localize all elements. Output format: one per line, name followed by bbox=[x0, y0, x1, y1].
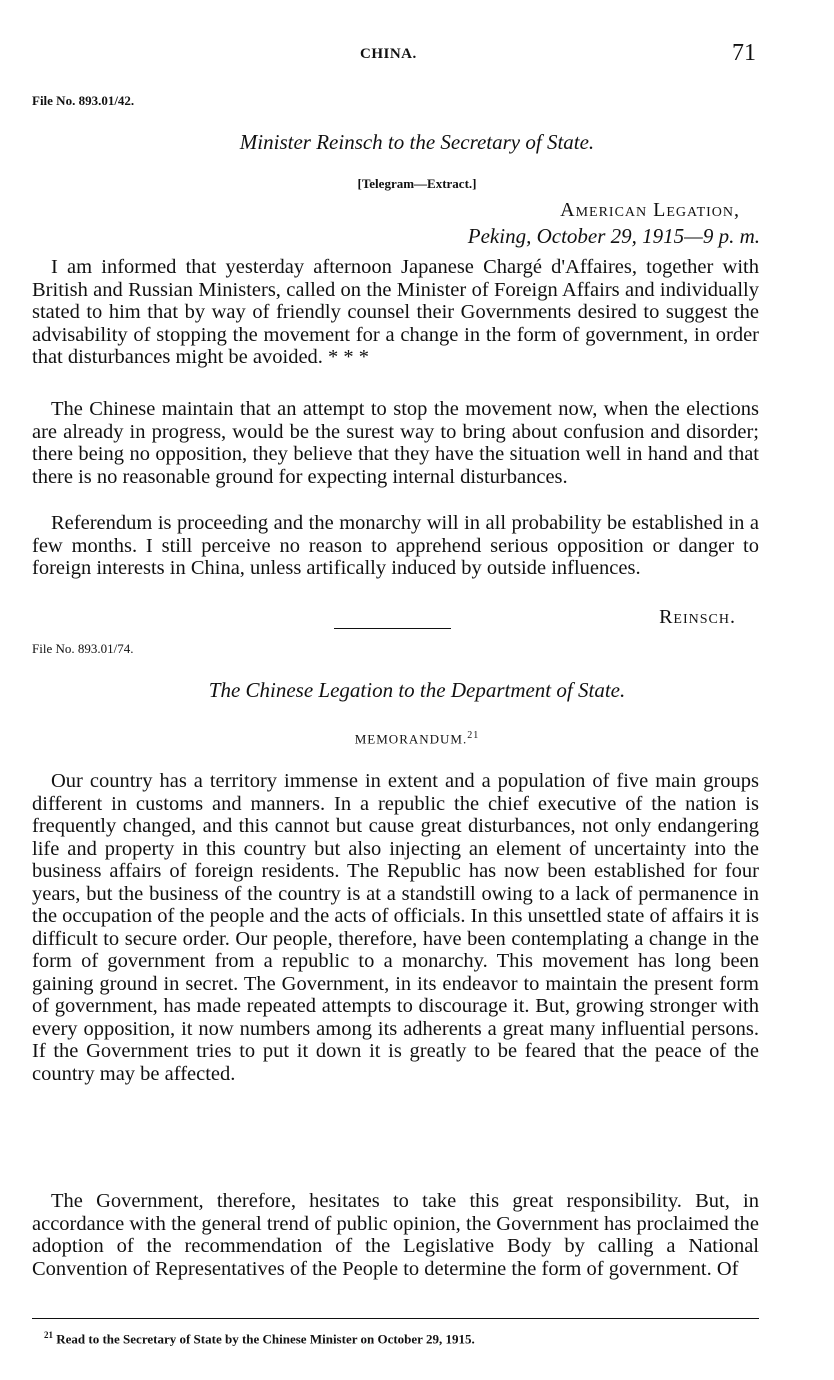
footnote bbox=[44, 1330, 475, 1347]
footnote-text: Read to the Secretary of State by the Chinese Minister on October 29, 1915. bbox=[53, 1331, 475, 1347]
paragraph: Referendum is proceeding and the monarchy will in all probability be established in a few months. I still perceive no reason to apprehend serious opposition or danger to foreign interests in China, unless artifically induced by outside influences. bbox=[32, 512, 759, 579]
document-title-2: The Chinese Legation to the Department of State. bbox=[208, 678, 626, 702]
file-number-2: File No. 893.01/74. bbox=[32, 641, 134, 656]
page-number: 71 bbox=[732, 40, 756, 66]
document-title-1: Minister Reinsch to the Secretary of State. bbox=[239, 130, 595, 154]
telegram-note: [Telegram—Extract.] bbox=[357, 176, 477, 191]
running-title: CHINA. bbox=[360, 46, 417, 62]
signature: Reinsch. bbox=[659, 606, 736, 628]
paragraph: The Chinese maintain that an attempt to stop the movement now, when the elections are already in progress, would be the surest way to bring about confusion and disorder; there being no opposition, they believe that they have the situation well in hand and that there is no reasonable ground for expecting internal disturbances. bbox=[32, 398, 759, 488]
footnote-divider bbox=[32, 1318, 759, 1319]
paragraph: The Government, therefore, hesitates to take this great responsibility. But, in accordance with the general trend of public opinion, the Government has proclaimed the adoption of the recommendation of the Legislative Body by calling a National Convention of Representatives of the People to determine the form of government. Of bbox=[32, 1190, 759, 1280]
footnote-number: 21 bbox=[44, 1330, 53, 1340]
legation-line: American Legation, bbox=[560, 199, 740, 221]
file-number-1: File No. 893.01/42. bbox=[32, 93, 135, 108]
footnote-reference[interactable]: 21 bbox=[467, 730, 480, 741]
paragraph: I am informed that yesterday afternoon Japanese Chargé d'Affaires, together with British and Russian Ministers, called on the Minister of Foreign Affairs and individually stated to him that by way of friendly counsel their Governments desired to suggest the advisability of stopping the movement for a change in the form of government, in order that disturbances might be avoided. * * * bbox=[32, 256, 759, 368]
memorandum-label bbox=[0, 730, 834, 747]
paragraph: Our country has a territory immense in extent and a population of five main groups different in customs and manners. In a republic the chief executive of the nation is frequently changed, and this cannot but cause great disturbances, not only endangering life and property in this country but also injecting an element of uncertainty into the business affairs of foreign residents. The Republic has now been established for four years, but the business of the country is at a standstill owing to a lack of permanence in the occupation of the people and the acts of officials. In this unsettled state of affairs it is difficult to secure order. Our people, therefore, have been contemplating a change in the form of government from a republic to a monarchy. This movement has long been gaining ground in secret. The Government, in its endeavor to maintain the present form of government, has made repeated attempts to discourage it. But, growing stronger with every opposition, it now numbers among its adherents a great many influential persons. If the Government tries to put it down it is greatly to be feared that the peace of the country may be affected. bbox=[32, 770, 759, 1085]
section-divider bbox=[334, 628, 451, 629]
dateline: Peking, October 29, 1915—9 p. m. bbox=[467, 224, 760, 248]
memorandum-text: MEMORANDUM. bbox=[354, 731, 468, 747]
